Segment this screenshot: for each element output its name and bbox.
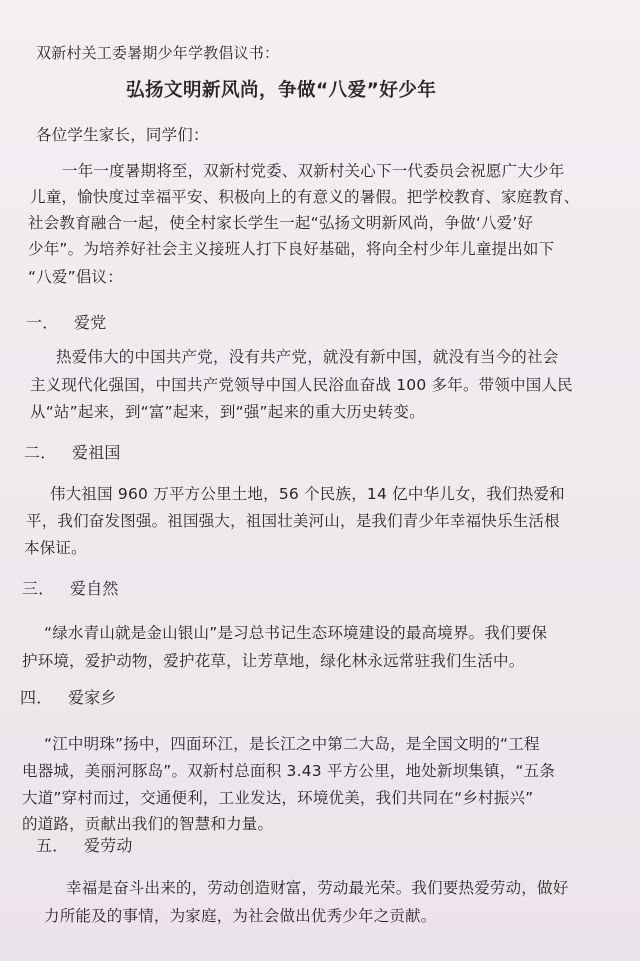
section-line: 大道”穿村而过，交通便利，工业发达，环境优美，我们共同在“乡村振兴”: [22, 789, 534, 807]
intro-line: “八爱”倡议：: [28, 268, 123, 286]
section-title: 爱自然: [70, 579, 119, 598]
section-title: 爱祖国: [72, 443, 121, 462]
section-line: “江中明珠”扬中，四面环江，是长江之中第二大岛，是全国文明的“工程: [44, 735, 540, 753]
intro-line: 社会教育融合一起，使全村家长学生一起“弘扬文明新风尚，争做‘八爱’好: [28, 214, 534, 232]
intro-line: 一年一度暑期将至，双新村党委、双新村关心下一代委员会祝愿广大少年: [62, 162, 565, 180]
section-number: 五．: [36, 836, 69, 855]
section-heading: [22, 578, 119, 600]
section-title: 爱家乡: [68, 688, 117, 707]
document-title: 弘扬文明新风尚，争做“八爱”好少年: [126, 80, 437, 101]
intro-line: 儿童，愉快度过幸福平安、积极向上的有意义的暑假。把学校教育、家庭教育、: [30, 188, 580, 206]
section-title: 爱劳动: [84, 836, 133, 855]
section-number: 四．: [20, 688, 53, 707]
section-line: 护环境，爱护动物，爱护花草，让芳草地，绿化林永远常驻我们生活中。: [22, 652, 525, 670]
section-number: 三．: [22, 579, 55, 598]
section-line: “绿水青山就是金山银山”是习总书记生态环境建设的最高境界。我们要保: [44, 624, 548, 642]
section-line: 力所能及的事情，为家庭，为社会做出优秀少年之贡献。: [44, 907, 437, 925]
section-line: 的道路，贡献出我们的智慧和力量。: [22, 815, 274, 833]
section-line: 主义现代化强国，中国共产党领导中国人民浴血奋战 100 多年。带领中国人民: [30, 376, 573, 394]
section-line: 伟大祖国 960 万平方公里土地，56 个民族，14 亿中华儿女，我们热爱和: [50, 485, 565, 503]
section-heading: [24, 442, 121, 464]
salutation: 各位学生家长，同学们：: [36, 126, 209, 144]
section-heading: [20, 687, 117, 709]
document-header: 双新村关工委暑期少年学教倡议书：: [36, 44, 280, 62]
intro-line: 少年”。为培养好社会主义接班人打下良好基础，将向全村少年儿童提出如下: [28, 240, 555, 258]
section-line: 平，我们奋发图强。祖国强大，祖国壮美河山，是我们青少年幸福快乐生活根: [26, 512, 560, 530]
section-number: 二．: [24, 443, 57, 462]
section-line: 幸福是奋斗出来的，劳动创造财富，劳动最光荣。我们要热爱劳动，做好: [66, 879, 569, 897]
section-heading: [26, 312, 106, 334]
section-line: 电器城，美丽河豚岛”。双新村总面积 3.43 平方公里，地处新坝集镇，“五条: [22, 762, 556, 780]
section-heading: [36, 835, 133, 857]
section-title: 爱党: [74, 313, 107, 332]
section-line: 热爱伟大的中国共产党，没有共产党，就没有新中国，就没有当今的社会: [56, 348, 559, 366]
section-line: 本保证。: [24, 539, 87, 557]
section-number: 一．: [26, 313, 59, 332]
section-line: 从“站”起来，到“富”起来，到“强”起来的重大历史转变。: [30, 403, 425, 421]
